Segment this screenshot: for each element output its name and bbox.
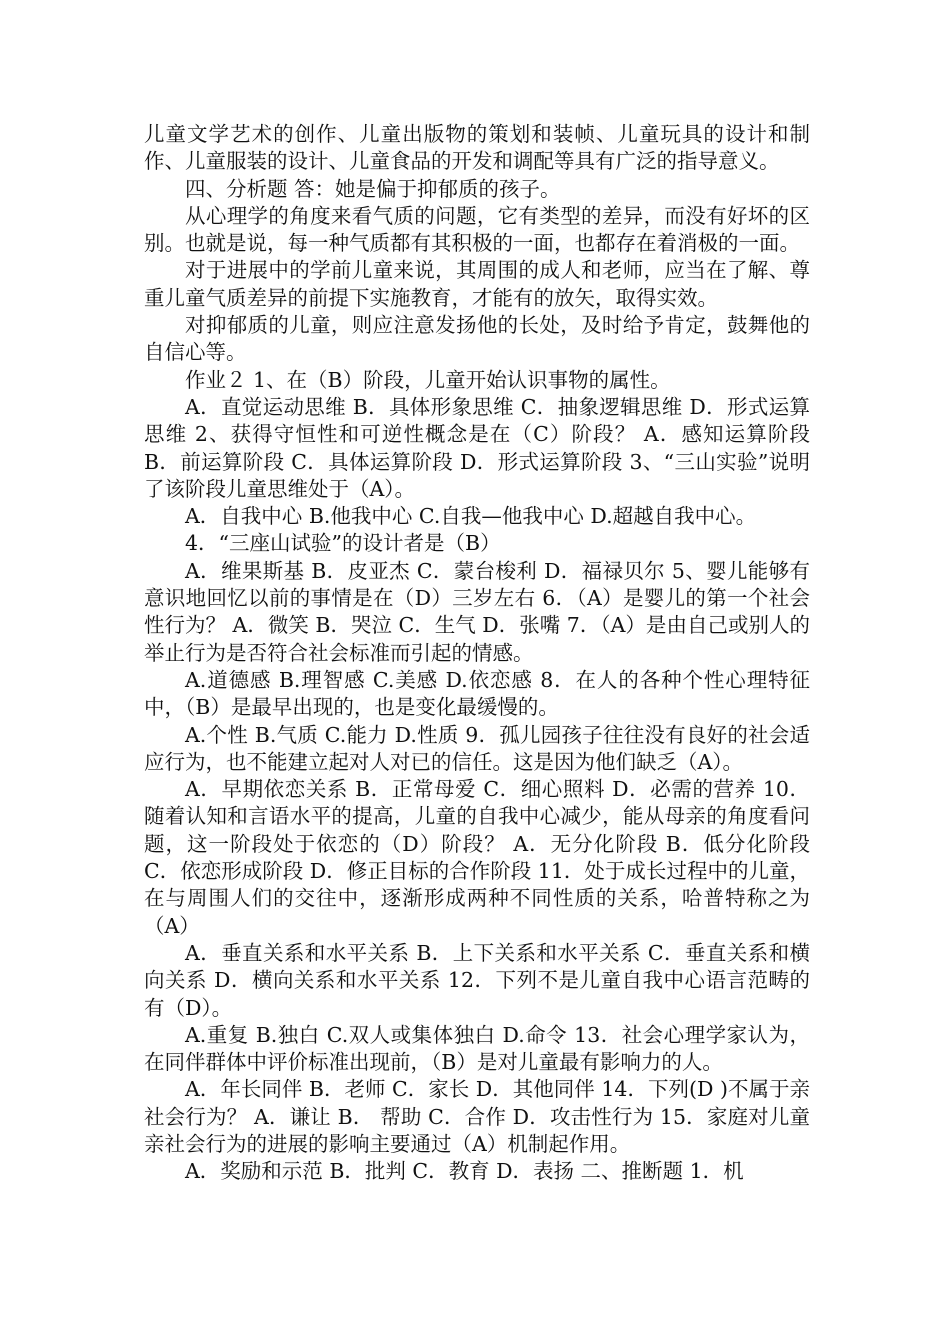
paragraph: A．自我中心 B.他我中心 C.自我—他我中心 D.超越自我中心。 [185,504,757,529]
paragraph: 四、分析题 答：她是偏于抑郁质的孩子。 [185,176,561,201]
document-page [144,121,810,1186]
paragraph: A.重复 B.独白 C.双人或集体独白 D.命令 13．社会心理学家认为，在同伴群体中评价标准出现前，（B）是对儿童最有影响力的人。 [144,1022,810,1075]
paragraph: A．早期依恋关系 B．正常母爱 C．细心照料 D．必需的营养 10．随着认知和言语水平的提高，儿童的自我中心减少，能从母亲的角度看问题，这一阶段处于依恋的（D）阶段？ A．无分化阶段 B．低分化阶段 C．依恋形成阶段 D．修正目标的合作阶段 11．处于成长过程中的儿童，在与周围人们的交往中，逐渐形成两种不同性质的关系，哈普特称之为（A） [144,777,810,938]
paragraph: A．直觉运动思维 B．具体形象思维 C．抽象逻辑思维 D．形式运算思维 2、获得守恒性和可逆性概念是在（C）阶段？ A．感知运算阶段 B．前运算阶段 C．具体运算阶段 D．形式运算阶段 3、“三山实验”说明了该阶段儿童思维处于（A）。 [144,394,810,501]
paragraph: A．奖励和示范 B．批判 C．教育 D．表扬 二、推断题 1．机 [185,1159,744,1184]
paragraph: A．年长同伴 B．老师 C．家长 D．其他同伴 14．下列(D )不属于亲社会行为？ A．谦让 B． 帮助 C．合作 D．攻击性行为 15．家庭对儿童亲社会行为的进展的影响主要通过（A）机制起作用。 [144,1077,810,1156]
paragraph: 作业２ 1、在（B）阶段，儿童开始认识事物的属性。 [185,367,671,392]
paragraph: 从心理学的角度来看气质的问题，它有类型的差异，而没有好坏的区别。也就是说，每一种气质都有其积极的一面，也都存在着消极的一面。 [144,203,810,256]
paragraph: 对抑郁质的儿童，则应注意发扬他的长处，及时给予肯定，鼓舞他的自信心等。 [144,313,810,365]
paragraph: A．垂直关系和水平关系 B．上下关系和水平关系 C．垂直关系和横向关系 D．横向关系和水平关系 12．下列不是儿童自我中心语言范畴的有（D）。 [144,940,810,1020]
paragraph: 4．“三座山试验”的设计者是（B） [185,531,501,556]
paragraph: A．维果斯基 B．皮亚杰 C．蒙台梭利 D．福禄贝尔 5、婴儿能够有意识地回忆以前的事情是在（D）三岁左右 6．（A）是婴儿的第一个社会性行为？ A．微笑 B．哭泣 C．生气 D．张嘴 7．（A）是由自己或别人的举止行为是否符合社会标准而引起的情感。 [144,558,810,665]
paragraph: A.个性 B.气质 C.能力 D.性质 9．孤儿园孩子往往没有良好的社会适应行为，也不能建立起对人对已的信任。这是因为他们缺乏（A）。 [144,722,810,774]
paragraph: A.道德感 B.理智感 C.美感 D.依恋感 8．在人的各种个性心理特征中，（B）是最早出现的，也是变化最缓慢的。 [144,667,810,720]
paragraph: 儿童文学艺术的创作、儿童出版物的策划和装帧、儿童玩具的设计和制作、儿童服装的设计、儿童食品的开发和调配等具有广泛的指导意义。 [144,122,810,174]
paragraph: 对于进展中的学前儿童来说，其周围的成人和老师，应当在了解、尊重儿童气质差异的前提下实施教育，才能有的放矢，取得实效。 [144,258,810,310]
